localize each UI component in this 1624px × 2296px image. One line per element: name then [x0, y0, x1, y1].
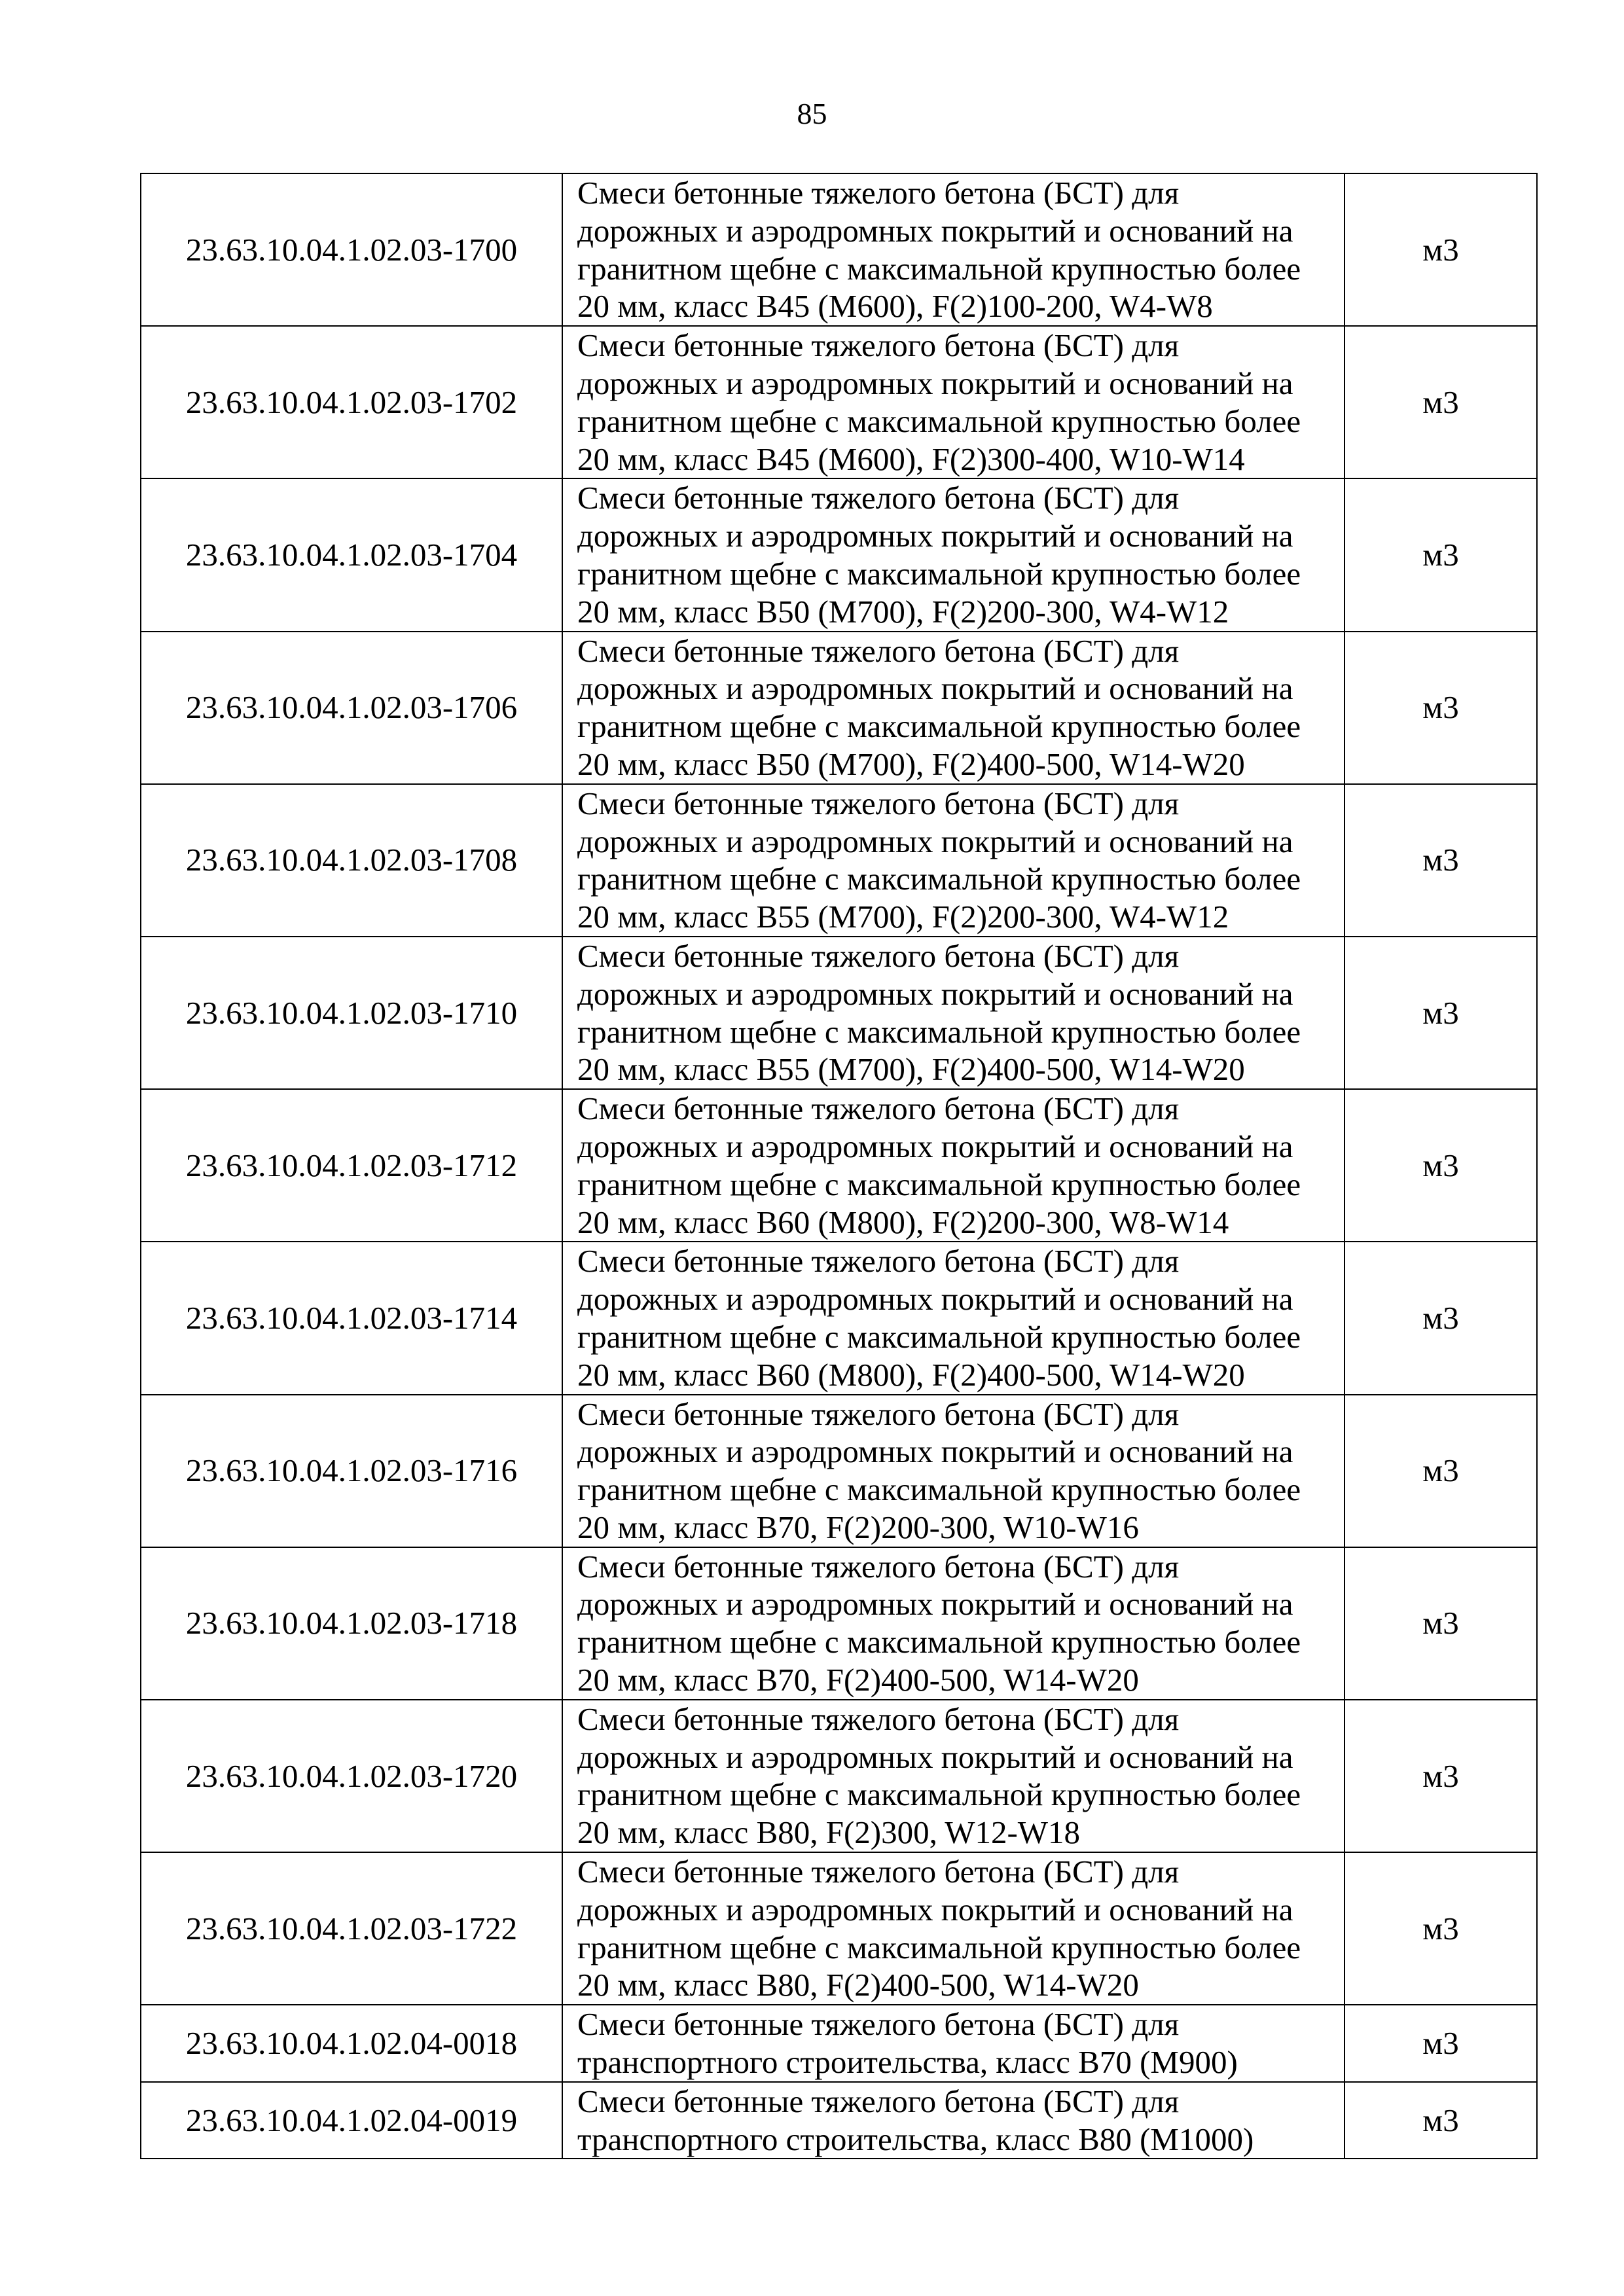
table-row — [141, 1852, 1537, 2005]
description-line: транспортного строительства, класс B70 (M900) — [577, 2044, 1238, 2081]
description-line: 20 мм, класс B45 (M600), F(2)100-200, W4-W8 — [577, 288, 1213, 325]
table-row — [141, 2082, 1537, 2159]
material-code: 23.63.10.04.1.02.03-1718 — [141, 1547, 562, 1700]
description-line: гранитном щебне с максимальной крупностью более — [577, 861, 1301, 897]
description-line: гранитном щебне с максимальной крупностью более — [577, 708, 1301, 745]
description-line: гранитном щебне с максимальной крупностью более — [577, 1624, 1301, 1660]
description-line: транспортного строительства, класс B80 (M1000) — [577, 2121, 1254, 2157]
description-line: гранитном щебне с максимальной крупностью более — [577, 250, 1301, 287]
description-line: 20 мм, класс B60 (M800), F(2)400-500, W14-W20 — [577, 1356, 1245, 1393]
description-line: дорожных и аэродромных покрытий и оснований на — [577, 1433, 1293, 1470]
material-code: 23.63.10.04.1.02.03-1720 — [141, 1700, 562, 1852]
table-row — [141, 173, 1537, 326]
description-line: дорожных и аэродромных покрытий и оснований на — [577, 518, 1293, 554]
description-line: Смеси бетонные тяжелого бетона (БСТ) для — [577, 327, 1180, 364]
material-description — [562, 2005, 1344, 2082]
materials-table-body — [141, 173, 1537, 2159]
description-line: Смеси бетонные тяжелого бетона (БСТ) для — [577, 632, 1180, 669]
material-code: 23.63.10.04.1.02.03-1706 — [141, 632, 562, 784]
material-description — [562, 2082, 1344, 2159]
material-description — [562, 1089, 1344, 1242]
unit-of-measure: м3 — [1344, 1852, 1537, 2005]
material-description — [562, 173, 1344, 326]
description-line: Смеси бетонные тяжелого бетона (БСТ) для — [577, 2006, 1180, 2043]
table-row — [141, 1089, 1537, 1242]
material-code: 23.63.10.04.1.02.04-0018 — [141, 2005, 562, 2082]
material-code: 23.63.10.04.1.02.03-1700 — [141, 173, 562, 326]
page-number: 85 — [797, 97, 827, 130]
description-line: 20 мм, класс B50 (M700), F(2)200-300, W4-W12 — [577, 593, 1229, 630]
description-line: гранитном щебне с максимальной крупностью более — [577, 1776, 1301, 1813]
material-code: 23.63.10.04.1.02.03-1716 — [141, 1395, 562, 1547]
unit-of-measure: м3 — [1344, 632, 1537, 784]
material-description — [562, 1852, 1344, 2005]
material-code: 23.63.10.04.1.02.03-1702 — [141, 326, 562, 478]
description-line: дорожных и аэродромных покрытий и оснований на — [577, 365, 1293, 401]
unit-of-measure: м3 — [1344, 2005, 1537, 2082]
material-description — [562, 632, 1344, 784]
description-line: дорожных и аэродромных покрытий и оснований на — [577, 823, 1293, 859]
description-line: дорожных и аэродромных покрытий и оснований на — [577, 1281, 1293, 1318]
description-line: дорожных и аэродромных покрытий и оснований на — [577, 1891, 1293, 1928]
material-code: 23.63.10.04.1.02.03-1704 — [141, 478, 562, 631]
description-line: Смеси бетонные тяжелого бетона (БСТ) для — [577, 1090, 1180, 1127]
unit-of-measure: м3 — [1344, 326, 1537, 478]
description-line: дорожных и аэродромных покрытий и оснований на — [577, 1738, 1293, 1775]
unit-of-measure: м3 — [1344, 784, 1537, 937]
description-line: дорожных и аэродромных покрытий и оснований на — [577, 1128, 1293, 1164]
unit-of-measure: м3 — [1344, 1089, 1537, 1242]
description-line: Смеси бетонные тяжелого бетона (БСТ) для — [577, 1243, 1180, 1280]
unit-of-measure: м3 — [1344, 1395, 1537, 1547]
description-line: 20 мм, класс B70, F(2)400-500, W14-W20 — [577, 1662, 1139, 1698]
description-line: гранитном щебне с максимальной крупностью более — [577, 1471, 1301, 1508]
description-line: Смеси бетонные тяжелого бетона (БСТ) для — [577, 1700, 1180, 1737]
table-row — [141, 937, 1537, 1089]
unit-of-measure: м3 — [1344, 1242, 1537, 1394]
description-line: 20 мм, класс B70, F(2)200-300, W10-W16 — [577, 1509, 1139, 1545]
description-line: 20 мм, класс B50 (M700), F(2)400-500, W14-W20 — [577, 745, 1245, 782]
description-line: Смеси бетонные тяжелого бетона (БСТ) для — [577, 937, 1180, 974]
description-line: Смеси бетонные тяжелого бетона (БСТ) для — [577, 480, 1180, 516]
description-line: гранитном щебне с максимальной крупностью более — [577, 1166, 1301, 1202]
description-line: 20 мм, класс B55 (M700), F(2)400-500, W14-W20 — [577, 1051, 1245, 1088]
table-row — [141, 1547, 1537, 1700]
description-line: дорожных и аэродромных покрытий и оснований на — [577, 1586, 1293, 1623]
description-line: Смеси бетонные тяжелого бетона (БСТ) для — [577, 2083, 1180, 2119]
material-description — [562, 937, 1344, 1089]
unit-of-measure: м3 — [1344, 1547, 1537, 1700]
material-description — [562, 784, 1344, 937]
material-description — [562, 326, 1344, 478]
material-code: 23.63.10.04.1.02.04-0019 — [141, 2082, 562, 2159]
description-line: гранитном щебне с максимальной крупностью более — [577, 1013, 1301, 1050]
material-code: 23.63.10.04.1.02.03-1714 — [141, 1242, 562, 1394]
material-description — [562, 1242, 1344, 1394]
unit-of-measure: м3 — [1344, 173, 1537, 326]
material-description — [562, 1700, 1344, 1852]
table-row — [141, 1700, 1537, 1852]
material-code: 23.63.10.04.1.02.03-1710 — [141, 937, 562, 1089]
description-line: Смеси бетонные тяжелого бетона (БСТ) для — [577, 1395, 1180, 1432]
material-code: 23.63.10.04.1.02.03-1722 — [141, 1852, 562, 2005]
unit-of-measure: м3 — [1344, 2082, 1537, 2159]
description-line: гранитном щебне с максимальной крупностью более — [577, 1318, 1301, 1355]
description-line: гранитном щебне с максимальной крупностью более — [577, 403, 1301, 439]
table-row — [141, 2005, 1537, 2082]
table-row — [141, 1395, 1537, 1547]
description-line: гранитном щебне с максимальной крупностью более — [577, 1929, 1301, 1965]
materials-table — [140, 173, 1538, 2159]
table-row — [141, 784, 1537, 937]
table-row — [141, 632, 1537, 784]
description-line: 20 мм, класс B80, F(2)300, W12-W18 — [577, 1814, 1081, 1851]
description-line: Смеси бетонные тяжелого бетона (БСТ) для — [577, 1548, 1180, 1585]
material-description — [562, 478, 1344, 631]
description-line: 20 мм, класс B60 (M800), F(2)200-300, W8-W14 — [577, 1204, 1229, 1240]
material-description — [562, 1547, 1344, 1700]
table-row — [141, 478, 1537, 631]
description-line: 20 мм, класс B80, F(2)400-500, W14-W20 — [577, 1967, 1139, 2003]
material-description — [562, 1395, 1344, 1547]
description-line: 20 мм, класс B55 (M700), F(2)200-300, W4-W12 — [577, 899, 1229, 935]
description-line: Смеси бетонные тяжелого бетона (БСТ) для — [577, 1854, 1180, 1890]
unit-of-measure: м3 — [1344, 937, 1537, 1089]
description-line: Смеси бетонные тяжелого бетона (БСТ) для — [577, 785, 1180, 821]
description-line: гранитном щебне с максимальной крупностью более — [577, 555, 1301, 592]
material-code: 23.63.10.04.1.02.03-1712 — [141, 1089, 562, 1242]
description-line: дорожных и аэродромных покрытий и оснований на — [577, 975, 1293, 1012]
unit-of-measure: м3 — [1344, 478, 1537, 631]
table-row — [141, 326, 1537, 478]
table-row — [141, 1242, 1537, 1394]
material-code: 23.63.10.04.1.02.03-1708 — [141, 784, 562, 937]
description-line: Смеси бетонные тяжелого бетона (БСТ) для — [577, 175, 1180, 211]
description-line: дорожных и аэродромных покрытий и оснований на — [577, 212, 1293, 249]
description-line: дорожных и аэродромных покрытий и оснований на — [577, 670, 1293, 707]
description-line: 20 мм, класс B45 (M600), F(2)300-400, W10-W14 — [577, 440, 1245, 477]
unit-of-measure: м3 — [1344, 1700, 1537, 1852]
